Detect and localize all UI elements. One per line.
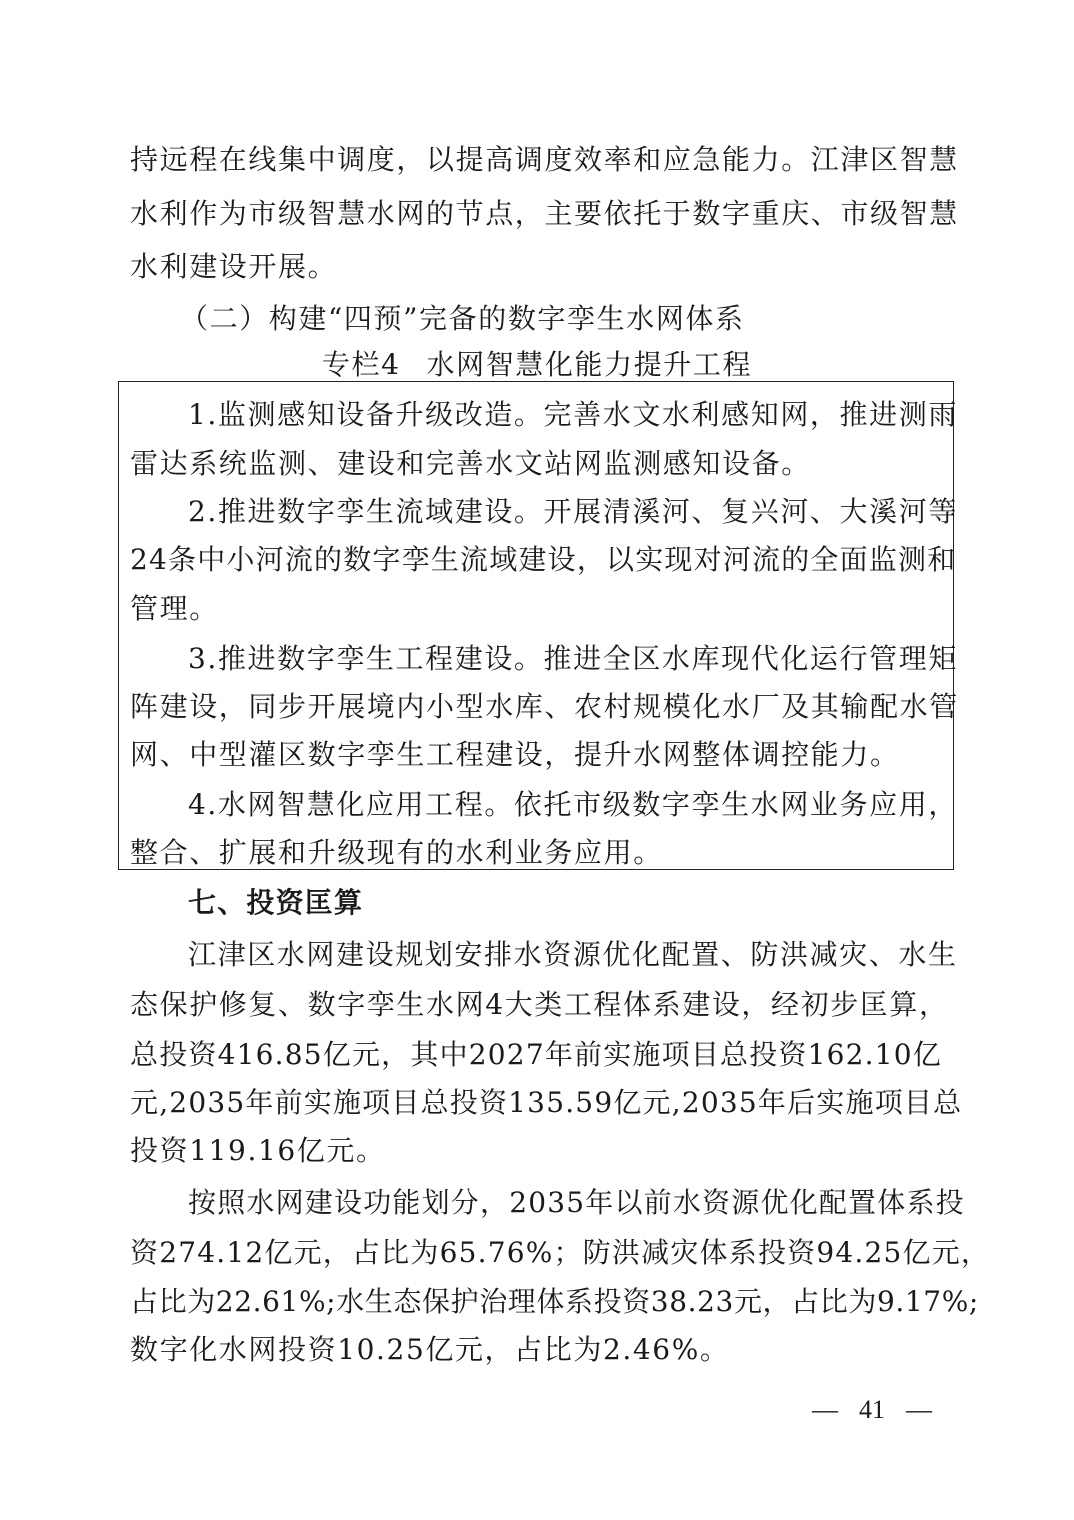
- column-item-line: 阵建设，同步开展境内小型水库、农村规模化水厂及其输配水管: [130, 690, 959, 723]
- body-text-line: 投资119.16亿元。: [130, 1134, 386, 1167]
- section-heading: 七、投资匡算: [188, 886, 364, 919]
- column-item-line: 1.监测感知设备升级改造。完善水文水利感知网，推进测雨: [188, 398, 958, 431]
- body-text-line: 持远程在线集中调度，以提高调度效率和应急能力。江津区智慧: [130, 143, 959, 176]
- column-item-line: 整合、扩展和升级现有的水利业务应用。: [130, 836, 663, 869]
- body-text-line: 按照水网建设功能划分，2035年以前水资源优化配置体系投: [188, 1186, 965, 1219]
- dash-right: —: [906, 1395, 932, 1424]
- column-item-line: 24条中小河流的数字孪生流域建设，以实现对河流的全面监测和: [130, 543, 957, 576]
- page-number-footer: [812, 1394, 932, 1426]
- column-title: [0, 348, 1074, 382]
- column-item-line: 管理。: [130, 592, 219, 625]
- page-number: 41: [859, 1395, 885, 1424]
- body-text-line: 总投资416.85亿元，其中2027年前实施项目总投资162.10亿: [130, 1038, 943, 1071]
- column-item-line: 4.水网智慧化应用工程。依托市级数字孪生水网业务应用，: [188, 788, 958, 821]
- body-text-line: 元,2035年前实施项目总投资135.59亿元,2035年后实施项目总: [130, 1086, 963, 1119]
- body-text-line: 数字化水网投资10.25亿元，占比为2.46%。: [130, 1333, 730, 1366]
- column-item-line: 2.推进数字孪生流域建设。开展清溪河、复兴河、大溪河等: [188, 495, 958, 528]
- body-text-line: 水利作为市级智慧水网的节点，主要依托于数字重庆、市级智慧: [130, 197, 959, 230]
- column-item-line: 雷达系统监测、建设和完善水文站网监测感知设备。: [130, 447, 811, 480]
- column-title-text: 水网智慧化能力提升工程: [426, 348, 753, 381]
- column-item-line: 网、中型灌区数字孪生工程建设，提升水网整体调控能力。: [130, 738, 900, 771]
- body-text-line: 态保护修复、数字孪生水网4大类工程体系建设，经初步匡算，: [130, 988, 949, 1021]
- body-text-line: 占比为22.61%;水生态保护治理体系投资38.23元，占比为9.17%;: [130, 1285, 979, 1318]
- body-text-line: 水利建设开展。: [130, 250, 338, 283]
- body-text-line: 资274.12亿元，占比为65.76%；防洪减灾体系投资94.25亿元，: [130, 1236, 991, 1269]
- dash-left: —: [812, 1395, 838, 1424]
- column-label: 专栏4: [321, 348, 401, 381]
- subsection-heading: （二）构建“四预”完备的数字孪生水网体系: [180, 302, 745, 335]
- column-item-line: 3.推进数字孪生工程建设。推进全区水库现代化运行管理矩: [188, 642, 958, 675]
- body-text-line: 江津区水网建设规划安排水资源优化配置、防洪减灾、水生: [188, 938, 958, 971]
